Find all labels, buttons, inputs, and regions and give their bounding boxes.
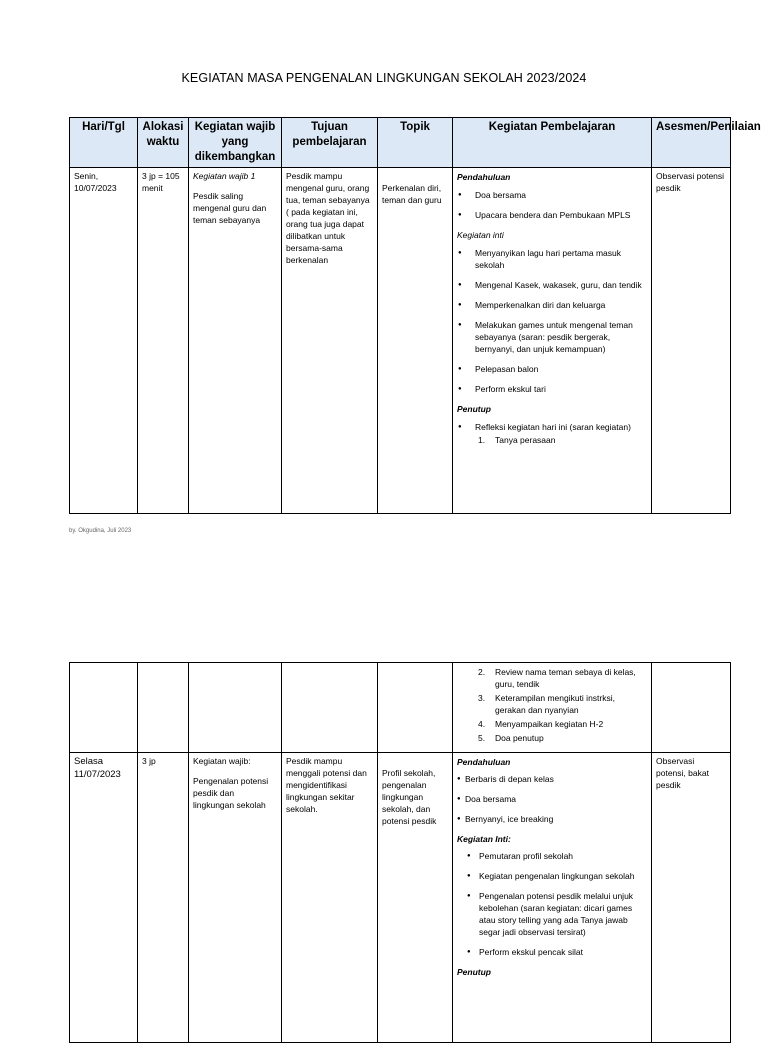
- topic-cell: [378, 753, 453, 1043]
- header-learning: Kegiatan Pembelajaran: [453, 118, 652, 168]
- numbered-item: 3. Keterampilan mengikuti instrksi, gerakan dan nyanyian: [478, 693, 615, 715]
- intro-label: Pendahuluan: [457, 757, 511, 767]
- time-cell: 3 jp = 105 menit: [138, 168, 189, 514]
- list-item: ● Melakukan games untuk mengenal teman sebayanya (saran: pesdik bergerak, bernyanyi, dan unjuk kemampuan): [457, 319, 647, 355]
- list-item: ● Refleksi kegiatan hari ini (saran kegiatan): [457, 421, 647, 433]
- list-item: ● Memperkenalkan diri dan keluarga: [457, 299, 647, 311]
- intro-label: Pendahuluan: [457, 172, 511, 182]
- header-day: Hari/Tgl: [70, 118, 138, 168]
- time-cell: 3 jp: [138, 753, 189, 1043]
- header-activity: Kegiatan wajib yang dikembangkan: [189, 118, 282, 168]
- list-item: ● Doa bersama: [457, 189, 647, 201]
- footer-credit: by. Okgudina, Juli 2023: [69, 528, 132, 534]
- objective-cell: Pesdik mampu menggali potensi dan mengidentifikasi lingkungan sekitar sekolah.: [282, 753, 378, 1043]
- list-item: ● Pengenalan potensi pesdik melalui unjuk kebolehan (saran kegiatan: dicari games atau story telling yang ada Tanya jawab segar jadi observasi tersirat): [463, 890, 647, 938]
- list-item: ● Perform ekskul tari: [457, 383, 647, 395]
- header-time: Alokasi waktu: [138, 118, 189, 168]
- table-row-continued: [70, 663, 731, 753]
- numbered-item: 4. Menyampaikan kegiatan H-2: [478, 719, 604, 729]
- table-row: [70, 168, 731, 514]
- core-label: Kegiatan Inti:: [457, 834, 511, 844]
- list-item: ● Menyanyikan lagu hari pertama masuk sekolah: [457, 247, 647, 271]
- learning-cell: [453, 168, 652, 514]
- activity-cell: [189, 168, 282, 514]
- learning-cell: [453, 753, 652, 1043]
- activity-cell: [189, 753, 282, 1043]
- list-item: ● Pemutaran profil sekolah: [463, 850, 647, 862]
- list-item: ● Pelepasan balon: [457, 363, 647, 375]
- list-item: ● Perform ekskul pencak silat: [463, 946, 647, 958]
- list-item: ● Kegiatan pengenalan lingkungan sekolah: [463, 870, 647, 882]
- topic-text: Perkenalan diri, teman dan guru: [382, 183, 442, 205]
- closing-label: Penutup: [457, 967, 491, 977]
- numbered-item: 1. Tanya perasaan: [478, 435, 556, 445]
- header-assessment: Asesmen/Penilaian: [652, 118, 731, 168]
- list-item: ● Bernyanyi, ice breaking: [457, 813, 647, 825]
- list-item: ● Doa bersama: [457, 793, 647, 805]
- schedule-table-page-1: [69, 117, 761, 514]
- assessment-cell: Observasi potensi, bakat pesdik: [652, 753, 731, 1043]
- list-item: ● Upacara bendera dan Pembukaan MPLS: [457, 209, 647, 221]
- objective-cell: Pesdik mampu mengenal guru, orang tua, teman sebayanya ( pada kegiatan ini, orang tua juga dapat dilibatkan untuk bersama-sama berkenalan: [282, 168, 378, 514]
- schedule-table-page-2: [69, 662, 731, 1043]
- activity-text: Pesdik saling mengenal guru dan teman sebayanya: [193, 191, 267, 225]
- assessment-cell: Observasi potensi pesdik: [652, 168, 731, 514]
- activity-title: Kegiatan wajib:: [193, 756, 251, 766]
- activity-title: Kegiatan wajib 1: [193, 171, 256, 181]
- learning-cell-continued: [453, 663, 652, 753]
- table-row: [70, 753, 731, 1043]
- topic-cell: [378, 168, 453, 514]
- numbered-item: 2. Review nama teman sebaya di kelas, guru, tendik: [478, 667, 636, 689]
- topic-text: Profil sekolah, pengenalan lingkungan sekolah, dan potensi pesdik: [382, 768, 437, 826]
- table-header-row: [70, 118, 731, 168]
- list-item: ● Mengenal Kasek, wakasek, guru, dan tendik: [457, 279, 647, 291]
- day-cell: Selasa 11/07/2023: [70, 753, 138, 1043]
- list-item: ● Berbaris di depan kelas: [457, 773, 647, 785]
- day-cell: Senin, 10/07/2023: [70, 168, 138, 514]
- numbered-item: 5. Doa penutup: [478, 733, 544, 743]
- activity-text: Pengenalan potensi pesdik dan lingkungan sekolah: [193, 776, 269, 810]
- core-label: Kegiatan inti: [457, 230, 504, 240]
- header-topic: Topik: [378, 118, 453, 168]
- closing-label: Penutup: [457, 404, 491, 414]
- page-title: KEGIATAN MASA PENGENALAN LINGKUNGAN SEKOLAH 2023/2024: [181, 71, 587, 85]
- header-objective: Tujuan pembelajaran: [282, 118, 378, 168]
